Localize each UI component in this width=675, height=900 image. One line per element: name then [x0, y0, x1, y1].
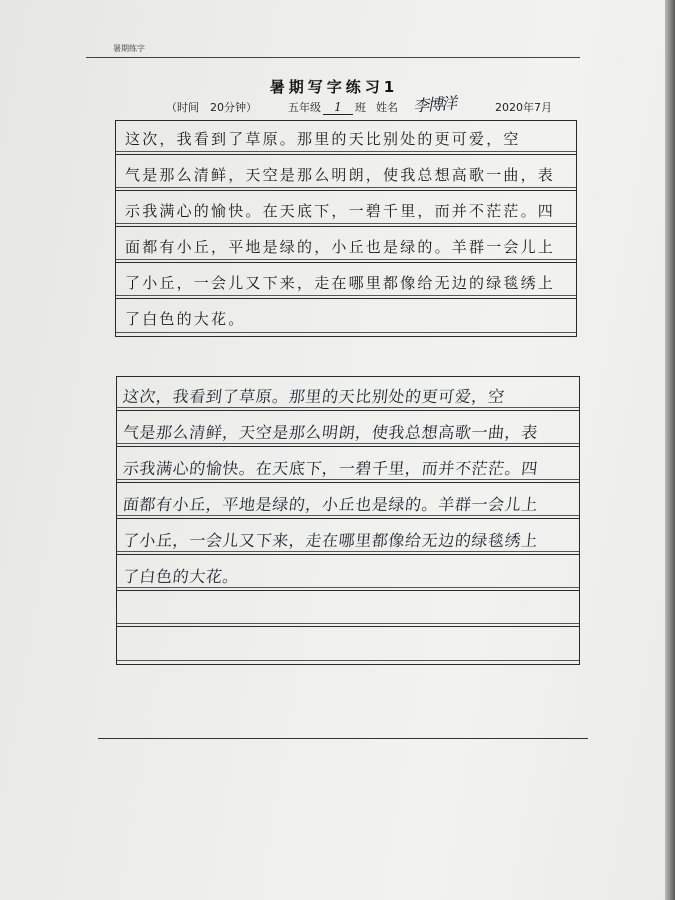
handwritten-line: 这次，我看到了草原。那里的天比别处的更可爱，空 — [121, 387, 506, 406]
printed-line: 示我满心的愉快。在天底下，一碧千里，而并不茫茫。四 — [125, 202, 556, 220]
header-rule — [86, 57, 580, 58]
printed-line: 了小丘，一会儿又下来，走在哪里都像给无边的绿毯绣上 — [125, 274, 556, 292]
name-signature: 李博洋 — [412, 93, 456, 116]
running-header: 暑期练字 — [113, 44, 145, 53]
grade-class-field — [288, 99, 366, 115]
printed-line: 气是那么清鲜，天空是那么明朗，使我总想高歌一曲，表 — [125, 166, 556, 184]
printed-passage-box — [115, 120, 577, 337]
handwritten-line: 面都有小丘，平地是绿的，小丘也是绿的。羊群一会儿上 — [121, 495, 539, 514]
handwritten-line: 示我满心的愉快。在天底下，一碧千里，而并不茫茫。四 — [121, 459, 539, 478]
printed-line: 了白色的大花。 — [125, 310, 246, 328]
name-label: 姓名 — [376, 101, 398, 114]
handwritten-line: 了小丘，一会儿又下来，走在哪里都像给无边的绿毯绣上 — [121, 531, 539, 550]
worksheet-title: 暑期写字练习1 — [269, 78, 399, 96]
footer-rule — [98, 738, 588, 739]
handwritten-line: 了白色的大花。 — [121, 567, 241, 586]
date-label: 2020年7月 — [495, 101, 552, 114]
grade-label: 五年级 — [288, 101, 321, 114]
time-label: （时间 20分钟） — [166, 101, 257, 114]
printed-line: 这次，我看到了草原。那里的天比别处的更可爱，空 — [125, 130, 521, 148]
class-number: 1 — [323, 100, 353, 115]
background-edge — [665, 0, 675, 900]
printed-line: 面都有小丘，平地是绿的，小丘也是绿的。羊群一会儿上 — [125, 238, 556, 256]
class-label: 班 — [355, 101, 366, 114]
handwritten-line: 气是那么清鲜，天空是那么明朗，使我总想高歌一曲，表 — [121, 423, 539, 442]
